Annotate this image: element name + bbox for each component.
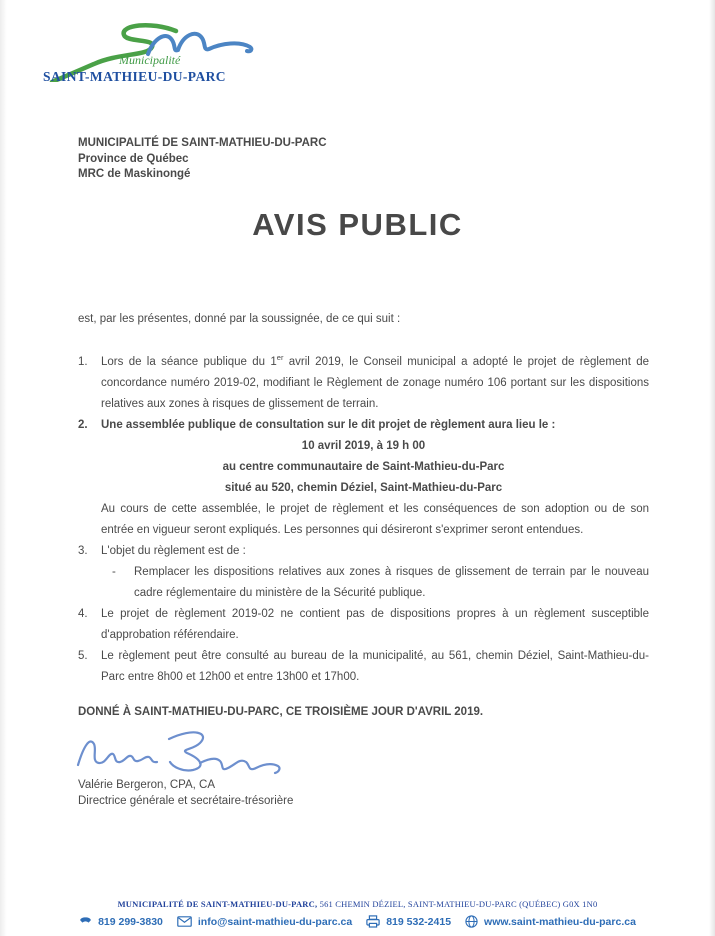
logo-municipality-name: SAINT-MATHIEU-DU-PARC	[43, 69, 226, 84]
footer-email: info@saint-mathieu-du-parc.ca	[197, 915, 353, 928]
item-text	[101, 352, 649, 415]
list-item-4	[78, 604, 649, 646]
item-number: 3.	[78, 545, 88, 557]
list-item-3-sub	[108, 562, 649, 604]
item-body-text: Au cours de cette assemblée, le projet de règlement et les conséquences de son adoption ou de son entrée en vigueur seront expliqués. Les personnes qui désireront s'exprimer seront entendues.	[101, 503, 649, 536]
list-item-5	[78, 646, 649, 688]
scan-artifact-left	[0, 0, 7, 936]
item1-text-pre: Lors de la séance publique du 1	[101, 356, 277, 368]
item1-text-post: avril 2019, le Conseil municipal a adopté le projet de règlement de concordance numéro 2019-02, modifiant le Règlement de zonage numéro 106 portant sur les dispositions relatives aux zones à risques de glissement de terrain.	[101, 356, 650, 410]
item-text: Le projet de règlement 2019-02 ne contient pas de dispositions propres à un règlement susceptible d'approbation référendaire.	[101, 608, 649, 641]
item-text: Le règlement peut être consulté au bureau de la municipalité, au 561, chemin Déziel, Saint-Mathieu-du-Parc entre 8h00 et 12h00 et entre 13h00 et 17h00.	[101, 650, 649, 683]
meeting-datetime: 10 avril 2019, à 19 h 00	[301, 440, 426, 452]
signer-role: Directrice générale et secrétaire-trésorière	[78, 795, 294, 807]
letter-footer	[0, 899, 715, 928]
footer-website: www.saint-mathieu-du-parc.ca	[484, 915, 636, 928]
item-number-spacer	[78, 499, 101, 541]
meeting-place: au centre communautaire de Saint-Mathieu-du-Parc	[222, 461, 505, 473]
item1-superscript: er	[276, 353, 284, 363]
list-item-2	[78, 415, 649, 436]
envelope-icon	[177, 916, 192, 927]
list-item-2-body	[78, 499, 649, 541]
footer-address-rest: 561 CHEMIN DÉZIEL, SAINT-MATHIEU-DU-PARC (QUÉBEC) G0X 1N0	[317, 899, 598, 909]
sub-bullet: -	[112, 566, 116, 578]
footer-phone: 819 299-3830	[98, 915, 163, 928]
footer-contacts	[0, 915, 715, 928]
footer-address-name: MUNICIPALITÉ DE SAINT-MATHIEU-DU-PARC,	[117, 899, 318, 909]
letterhead	[78, 136, 327, 183]
item-text: L'objet du règlement est de :	[101, 545, 246, 557]
letterhead-municipality: MUNICIPALITÉ DE SAINT-MATHIEU-DU-PARC	[78, 137, 327, 149]
meeting-address: situé au 520, chemin Déziel, Saint-Mathieu-du-Parc	[224, 482, 503, 494]
notice-body	[78, 309, 649, 809]
intro-line: est, par les présentes, donné par la soussignée, de ce qui suit :	[78, 313, 401, 325]
page-title: AVIS PUBLIC	[252, 207, 463, 242]
phone-icon	[79, 915, 92, 928]
signer-name: Valérie Bergeron, CPA, CA	[78, 779, 215, 791]
closing-statement: DONNÉ À SAINT-MATHIEU-DU-PARC, CE TROISIÈME JOUR D'AVRIL 2019.	[78, 706, 484, 718]
logo-municipalite-label: Municipalité	[119, 53, 181, 67]
fax-icon	[366, 915, 380, 928]
handwritten-signature	[72, 725, 292, 777]
municipality-logo	[30, 20, 290, 102]
item-number: 2.	[78, 419, 88, 431]
list-item-3	[78, 541, 649, 562]
item-number: 4.	[78, 608, 88, 620]
item-number: 1.	[78, 356, 88, 368]
scan-artifact-right	[709, 0, 715, 936]
footer-address	[0, 899, 715, 909]
sub-text: Remplacer les dispositions relatives aux zones à risques de glissement de terrain par le nouveau cadre réglementaire du ministère de la Sécurité publique.	[134, 566, 649, 599]
list-item-1	[78, 352, 649, 415]
letterhead-mrc: MRC de Maskinongé	[78, 168, 191, 180]
footer-fax: 819 532-2415	[386, 915, 452, 928]
globe-icon	[465, 915, 478, 928]
item-heading: Une assemblée publique de consultation sur le dit projet de règlement aura lieu le :	[101, 419, 556, 431]
letterhead-province: Province de Québec	[78, 152, 189, 165]
item-number: 5.	[78, 650, 88, 662]
